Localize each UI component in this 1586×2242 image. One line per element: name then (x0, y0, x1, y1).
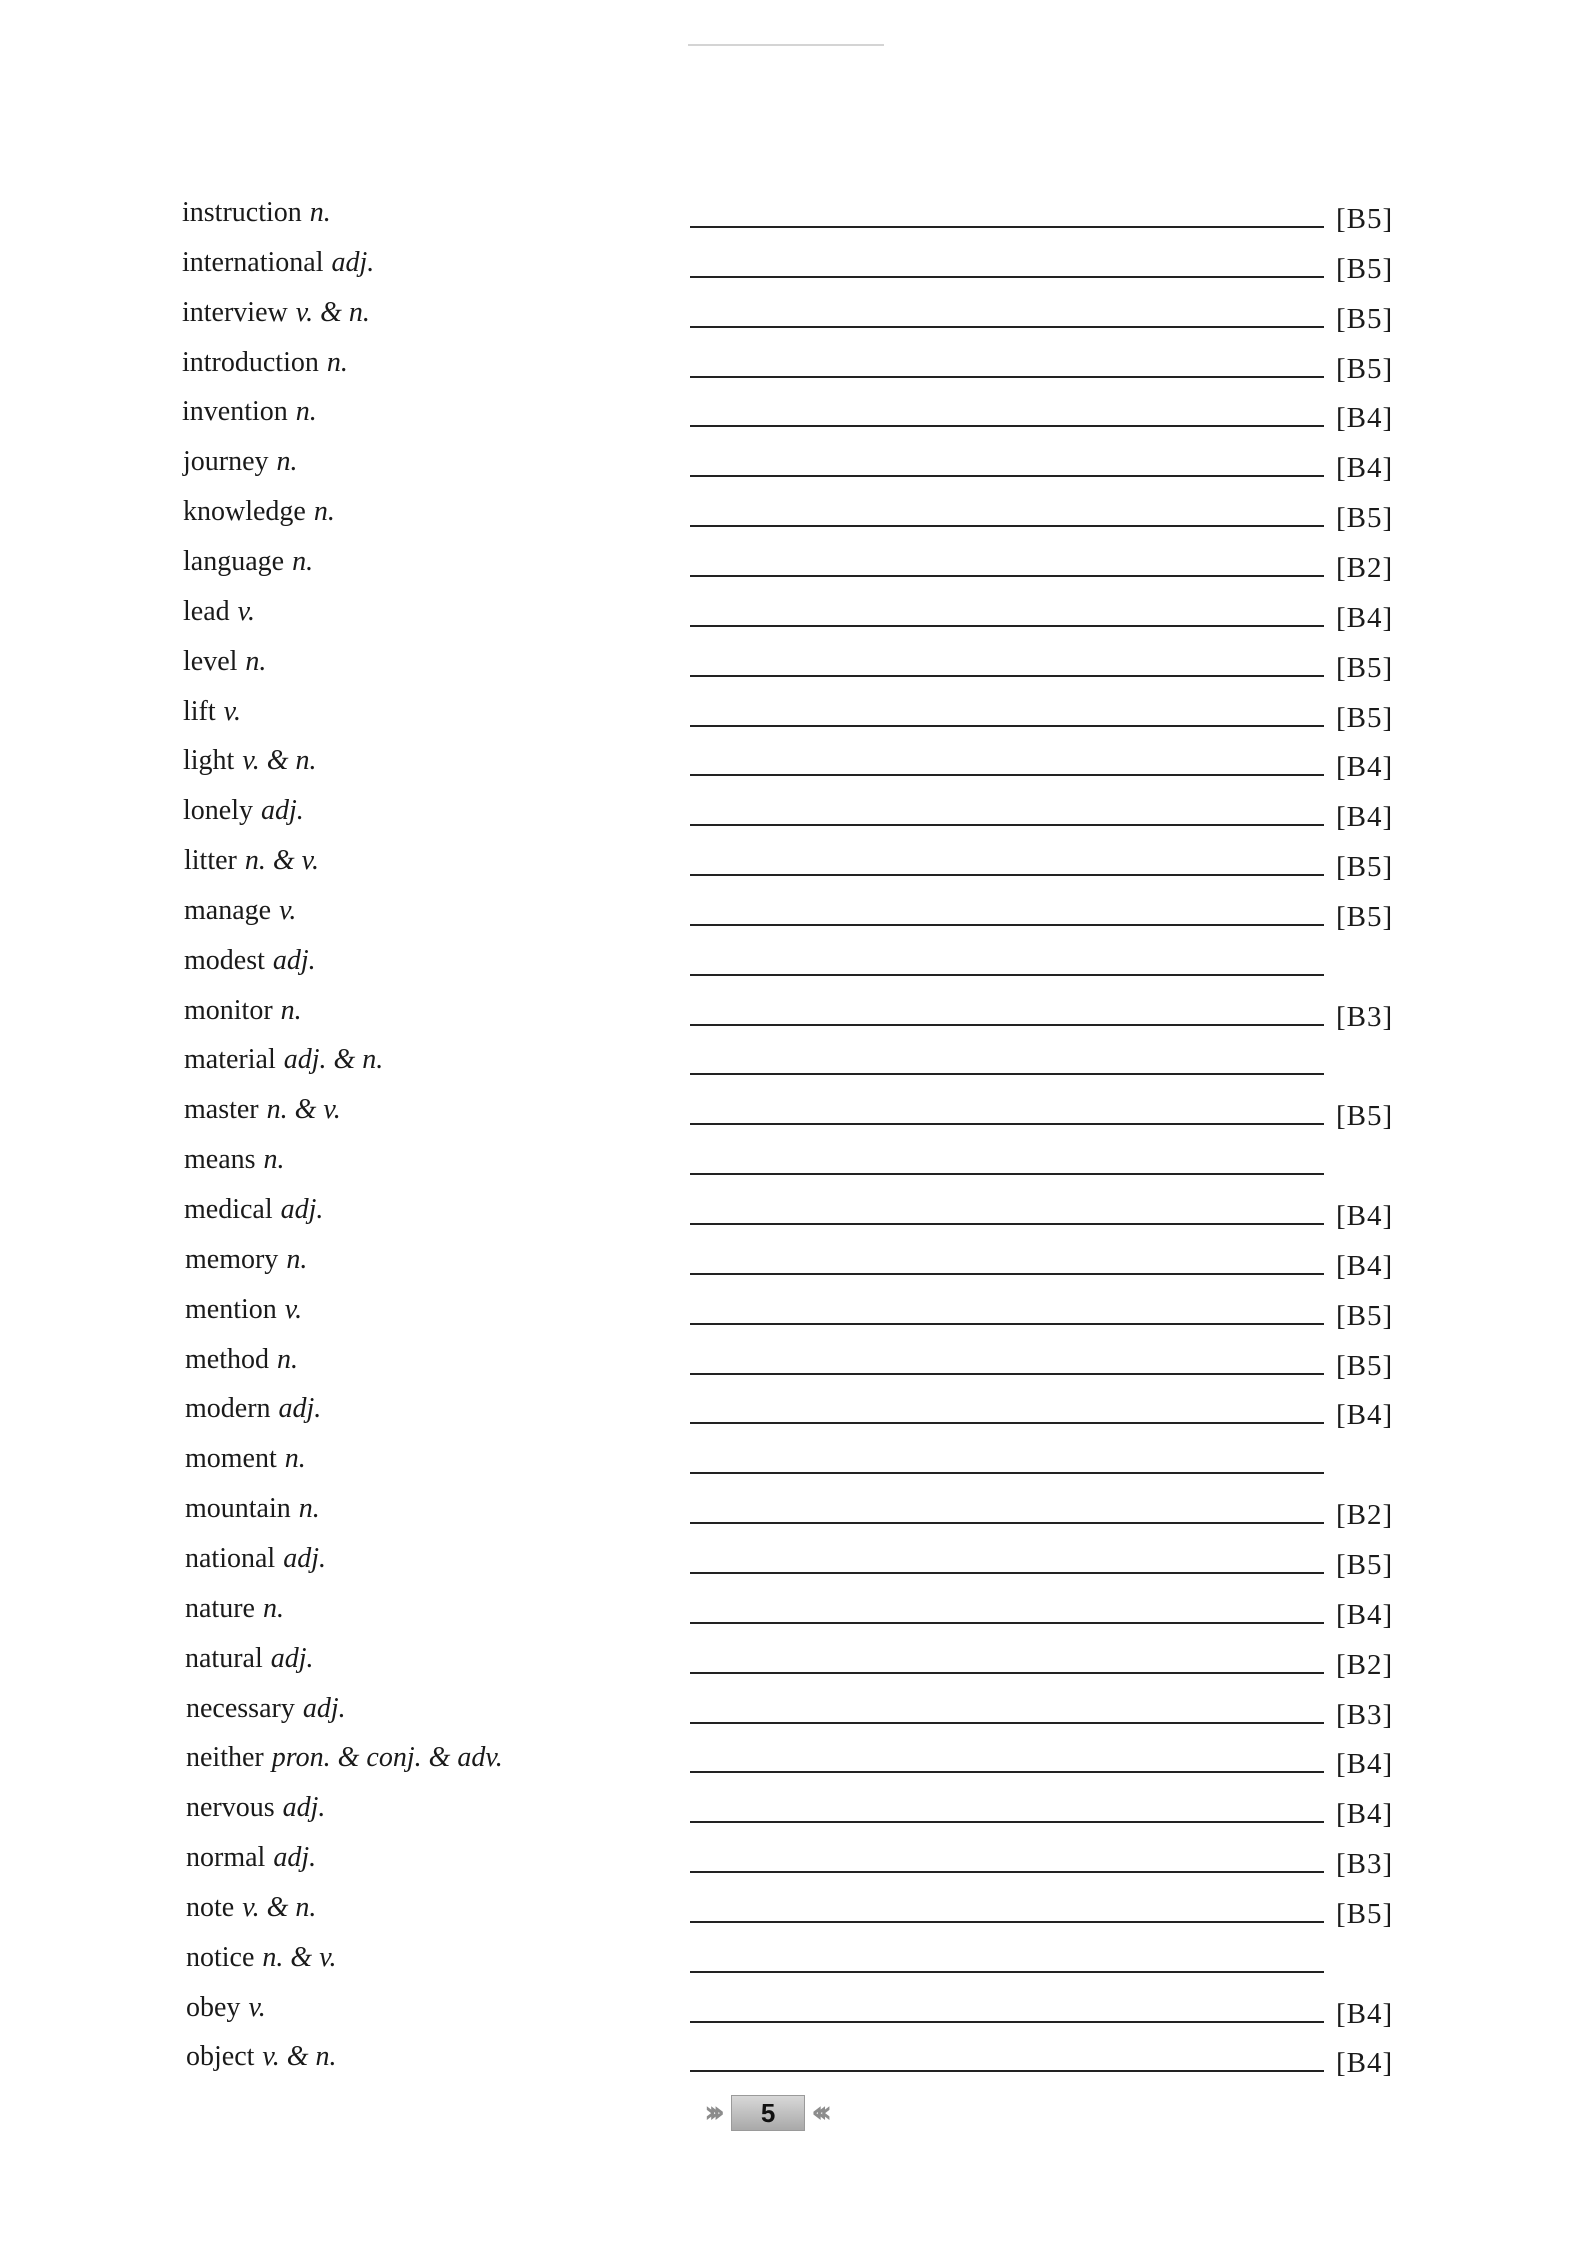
word-text: lonely (183, 795, 253, 826)
part-of-speech: adj. (282, 1792, 326, 1823)
answer-blank[interactable] (690, 376, 1324, 378)
answer-blank[interactable] (690, 675, 1324, 677)
vocab-word (184, 1143, 285, 1177)
answer-blank[interactable] (690, 1921, 1324, 1923)
vocab-entry (0, 1592, 1586, 1642)
level-tag: [B2] (1336, 1649, 1394, 1681)
level-tag: [B4] (1336, 1599, 1394, 1631)
word-text: journey (183, 446, 269, 477)
part-of-speech: v. & n. (295, 297, 370, 328)
part-of-speech: n. (284, 1443, 306, 1474)
vocab-entry (0, 2040, 1586, 2090)
answer-blank[interactable] (690, 1472, 1324, 1474)
answer-blank[interactable] (690, 1622, 1324, 1624)
vocab-word (185, 1442, 306, 1476)
vocab-word (184, 844, 319, 878)
vocab-entry (0, 1293, 1586, 1343)
level-tag: [B4] (1336, 1200, 1394, 1232)
vocab-word (182, 346, 348, 380)
vocab-entry (0, 994, 1586, 1044)
part-of-speech: n. & v. (244, 845, 320, 876)
part-of-speech: n. & v. (266, 1094, 341, 1125)
vocab-entry (0, 296, 1586, 346)
answer-blank[interactable] (690, 924, 1324, 926)
part-of-speech: adj. & n. (283, 1044, 384, 1075)
answer-blank[interactable] (690, 1722, 1324, 1724)
level-tag: [B4] (1336, 751, 1394, 783)
vocab-entry (0, 944, 1586, 994)
vocab-word (184, 944, 316, 978)
vocab-word (186, 1791, 325, 1825)
level-tag: [B4] (1336, 1250, 1394, 1282)
level-tag: [B5] (1336, 203, 1394, 235)
vocab-entry (0, 1542, 1586, 1592)
vocab-entry (0, 1642, 1586, 1692)
vocab-word (184, 894, 296, 928)
level-tag: [B3] (1336, 1699, 1394, 1731)
vocab-entry (0, 1143, 1586, 1193)
word-text: introduction (182, 347, 319, 378)
vocab-entry (0, 1692, 1586, 1742)
level-tag: [B4] (1336, 1399, 1394, 1431)
vocab-entry (0, 645, 1586, 695)
word-text: lead (183, 596, 230, 627)
answer-blank[interactable] (690, 1771, 1324, 1773)
part-of-speech: v. (279, 895, 297, 926)
vocab-entry (0, 1243, 1586, 1293)
vocab-entry (0, 695, 1586, 745)
part-of-speech: adj. (261, 795, 304, 826)
part-of-speech: n. (292, 546, 314, 577)
part-of-speech: n. (262, 1593, 284, 1624)
vocab-word (185, 1492, 320, 1526)
part-of-speech: adj. (302, 1693, 346, 1724)
vocab-entry (0, 744, 1586, 794)
vocab-entry (0, 445, 1586, 495)
word-text: method (185, 1344, 269, 1375)
vocab-word (186, 1692, 346, 1726)
answer-blank[interactable] (690, 1024, 1324, 1026)
word-text: moment (185, 1443, 277, 1474)
word-text: notice (186, 1942, 255, 1973)
word-text: obey (186, 1992, 241, 2023)
answer-blank[interactable] (690, 1123, 1324, 1125)
part-of-speech: n. (276, 446, 298, 477)
chevrons-left-icon: ‹‹‹ (811, 2095, 825, 2130)
level-tag: [B5] (1336, 1898, 1394, 1930)
level-tag: [B4] (1336, 2047, 1394, 2079)
answer-blank[interactable] (690, 1672, 1324, 1674)
level-tag: [B4] (1336, 602, 1394, 634)
vocab-entry (0, 1093, 1586, 1143)
answer-blank[interactable] (690, 1572, 1324, 1574)
vocab-word (184, 1193, 323, 1227)
word-text: modern (185, 1393, 271, 1424)
vocab-entry (0, 1891, 1586, 1941)
level-tag: [B3] (1336, 1848, 1394, 1880)
word-text: light (183, 745, 235, 776)
answer-blank[interactable] (690, 475, 1324, 477)
word-text: medical (184, 1194, 273, 1225)
word-text: interview (182, 297, 288, 328)
vocab-entry (0, 1492, 1586, 1542)
vocab-word (186, 1841, 316, 1875)
word-text: note (186, 1892, 235, 1923)
part-of-speech: v. (248, 1992, 266, 2023)
part-of-speech: adj. (273, 1842, 317, 1873)
vocab-entry (0, 346, 1586, 396)
level-tag: [B5] (1336, 353, 1394, 385)
level-tag: [B5] (1336, 702, 1394, 734)
vocab-entry (0, 1193, 1586, 1243)
vocab-entry (0, 495, 1586, 545)
part-of-speech: n. (277, 1344, 298, 1375)
word-text: mention (185, 1294, 277, 1325)
level-tag: [B4] (1336, 452, 1394, 484)
level-tag: [B2] (1336, 1499, 1394, 1531)
answer-blank[interactable] (690, 326, 1324, 328)
part-of-speech: adj. (272, 945, 316, 976)
vocab-word (184, 1093, 341, 1127)
part-of-speech: v. & n. (242, 1892, 317, 1923)
level-tag: [B4] (1336, 402, 1394, 434)
part-of-speech: n. (286, 1244, 308, 1275)
answer-blank[interactable] (690, 625, 1324, 627)
word-text: modest (184, 945, 265, 976)
vocab-word (185, 1293, 302, 1327)
answer-blank[interactable] (690, 1223, 1324, 1225)
word-text: memory (185, 1244, 279, 1275)
level-tag: [B5] (1336, 253, 1394, 285)
level-tag: [B5] (1336, 1549, 1394, 1581)
vocab-word (185, 1642, 314, 1676)
word-text: international (182, 247, 324, 278)
vocab-word (183, 445, 298, 479)
answer-blank[interactable] (690, 1422, 1324, 1424)
answer-blank[interactable] (690, 276, 1324, 278)
word-text: monitor (184, 995, 273, 1026)
part-of-speech: adj. (280, 1194, 324, 1225)
part-of-speech: v. (284, 1294, 303, 1325)
level-tag: [B5] (1336, 901, 1394, 933)
word-text: normal (186, 1842, 266, 1873)
level-tag: [B2] (1336, 552, 1394, 584)
level-tag: [B5] (1336, 851, 1394, 883)
page-number: 5 (731, 2095, 805, 2131)
part-of-speech: n. (263, 1144, 285, 1175)
word-text: material (184, 1044, 276, 1075)
word-text: lift (183, 696, 216, 727)
part-of-speech: n. (280, 995, 302, 1026)
vocab-entry (0, 1043, 1586, 1093)
word-text: manage (184, 895, 272, 926)
part-of-speech: n. (298, 1493, 320, 1524)
vocab-word (184, 994, 302, 1028)
word-text: object (186, 2041, 255, 2072)
vocab-word (185, 1343, 298, 1377)
vocab-word (185, 1243, 307, 1277)
word-text: litter (184, 845, 237, 876)
vocab-word (186, 1991, 266, 2025)
page-footer (704, 2094, 824, 2132)
answer-blank[interactable] (690, 525, 1324, 527)
vocab-word (183, 744, 316, 778)
part-of-speech: adj. (270, 1643, 314, 1674)
level-tag: [B5] (1336, 502, 1394, 534)
word-text: means (184, 1144, 256, 1175)
part-of-speech: pron. & conj. & adv. (271, 1742, 503, 1773)
vocab-word (182, 296, 370, 330)
word-text: instruction (182, 197, 302, 228)
vocab-entry (0, 395, 1586, 445)
part-of-speech: v. & n. (262, 2041, 337, 2072)
answer-blank[interactable] (690, 425, 1324, 427)
part-of-speech: adj. (278, 1393, 322, 1424)
vocab-entry (0, 196, 1586, 246)
word-text: national (185, 1543, 276, 1574)
level-tag: [B5] (1336, 1300, 1394, 1332)
word-text: language (183, 546, 285, 577)
vocab-entry (0, 894, 1586, 944)
word-text: mountain (185, 1493, 291, 1524)
vocab-word (184, 1043, 383, 1077)
answer-blank[interactable] (690, 974, 1324, 976)
part-of-speech: n. (295, 396, 317, 427)
vocab-entry (0, 844, 1586, 894)
answer-blank[interactable] (690, 1073, 1324, 1075)
answer-blank[interactable] (690, 1273, 1324, 1275)
part-of-speech: v. (237, 596, 255, 627)
vocab-word (186, 1941, 337, 1975)
answer-blank[interactable] (690, 1971, 1324, 1973)
level-tag: [B5] (1336, 1350, 1394, 1382)
level-tag: [B4] (1336, 1798, 1394, 1830)
part-of-speech: n. (313, 496, 335, 527)
vocab-entry (0, 1941, 1586, 1991)
answer-blank[interactable] (690, 2070, 1324, 2072)
vocab-entry (0, 1741, 1586, 1791)
vocab-word (183, 645, 266, 679)
vocab-word (183, 545, 313, 579)
part-of-speech: n. (326, 347, 348, 378)
word-text: nature (185, 1593, 255, 1624)
vocab-word (182, 246, 374, 280)
vocab-word (186, 1891, 316, 1925)
level-tag: [B5] (1336, 303, 1394, 335)
answer-blank[interactable] (690, 874, 1324, 876)
vocab-entry (0, 1442, 1586, 1492)
vocab-word (182, 196, 331, 230)
vocab-word (186, 2040, 337, 2074)
vocab-entry (0, 545, 1586, 595)
answer-blank[interactable] (690, 1821, 1324, 1823)
vocab-word (185, 1392, 321, 1426)
word-text: master (184, 1094, 259, 1125)
vocab-word (183, 695, 241, 729)
vocab-entry (0, 1343, 1586, 1393)
vocab-word (183, 595, 255, 629)
answer-blank[interactable] (690, 1522, 1324, 1524)
word-text: invention (182, 396, 288, 427)
part-of-speech: adj. (331, 247, 375, 278)
vocab-entry (0, 595, 1586, 645)
level-tag: [B4] (1336, 1748, 1394, 1780)
level-tag: [B4] (1336, 1998, 1394, 2030)
level-tag: [B5] (1336, 1100, 1394, 1132)
answer-blank[interactable] (690, 1373, 1324, 1375)
answer-blank[interactable] (690, 1871, 1324, 1873)
part-of-speech: adj. (283, 1543, 326, 1574)
level-tag: [B3] (1336, 1001, 1394, 1033)
vocab-word (183, 495, 335, 529)
answer-blank[interactable] (690, 2021, 1324, 2023)
vocab-word (186, 1741, 503, 1775)
vocab-word (185, 1592, 284, 1626)
part-of-speech: n. (309, 197, 331, 228)
vocab-entry (0, 1392, 1586, 1442)
part-of-speech: v. (223, 696, 242, 727)
word-text: neither (186, 1742, 264, 1773)
vocab-word (183, 794, 304, 828)
answer-blank[interactable] (690, 1323, 1324, 1325)
word-text: level (183, 646, 238, 677)
answer-blank[interactable] (690, 575, 1324, 577)
vocab-entry (0, 246, 1586, 296)
chevrons-right-icon: ››› (704, 2095, 718, 2130)
answer-blank[interactable] (690, 1173, 1324, 1175)
answer-blank[interactable] (690, 226, 1324, 228)
vocab-entry (0, 1991, 1586, 2041)
word-text: knowledge (183, 496, 306, 527)
word-text: necessary (186, 1693, 295, 1724)
vocab-entry (0, 1791, 1586, 1841)
part-of-speech: n. & v. (262, 1942, 337, 1973)
answer-blank[interactable] (690, 824, 1324, 826)
word-text: nervous (186, 1792, 275, 1823)
vocab-entry (0, 794, 1586, 844)
part-of-speech: v. & n. (242, 745, 317, 776)
vocab-word (185, 1542, 326, 1576)
answer-blank[interactable] (690, 725, 1324, 727)
level-tag: [B5] (1336, 652, 1394, 684)
vocab-entry (0, 1841, 1586, 1891)
answer-blank[interactable] (690, 774, 1324, 776)
level-tag: [B4] (1336, 801, 1394, 833)
vocab-word (182, 395, 317, 429)
part-of-speech: n. (245, 646, 267, 677)
word-text: natural (185, 1643, 263, 1674)
